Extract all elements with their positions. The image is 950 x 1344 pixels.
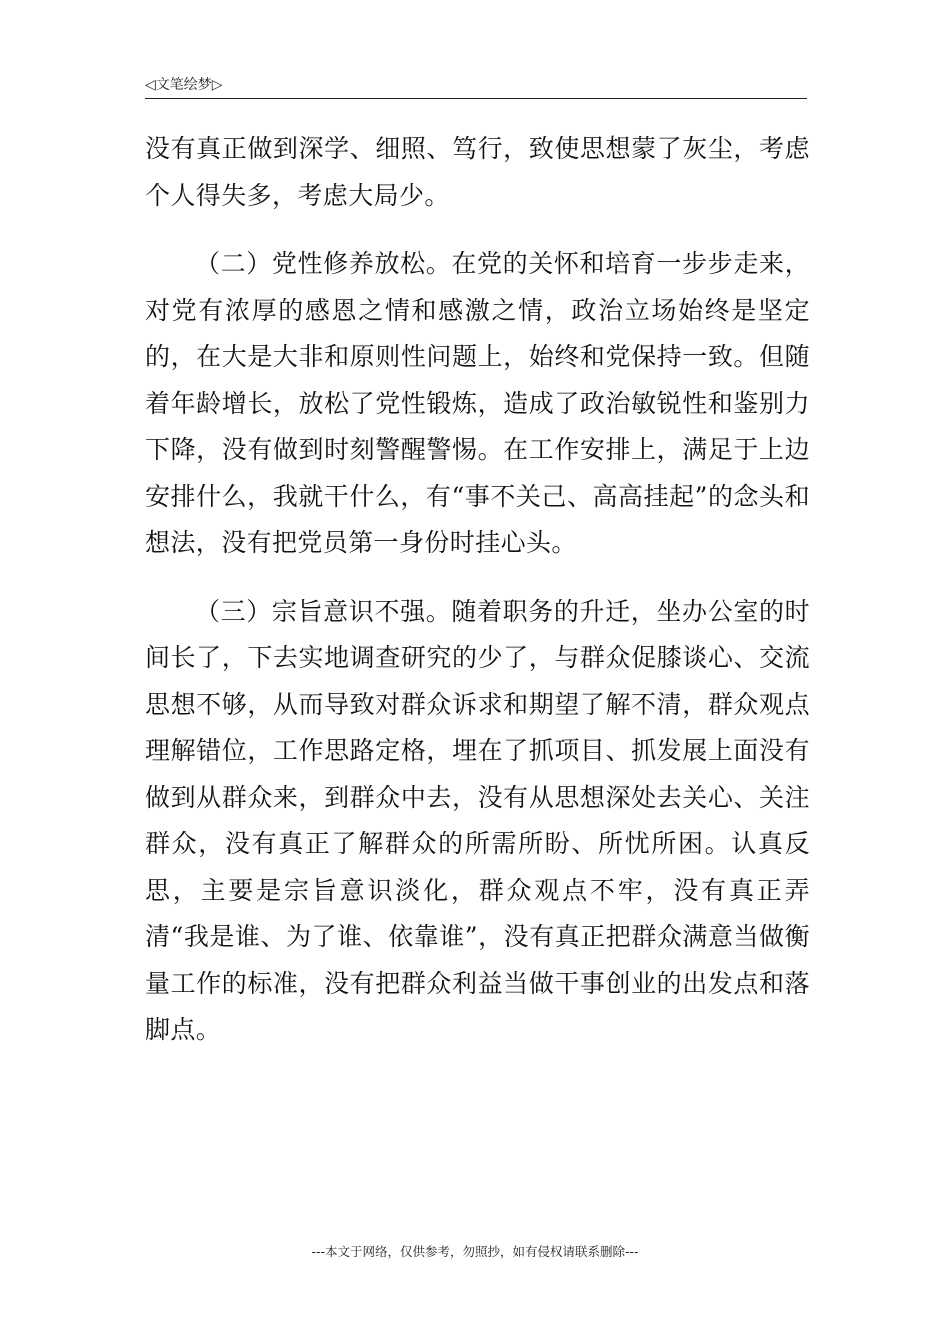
page-header [145,74,807,99]
header-title: ◁文笔绘梦▷ [145,77,223,93]
footer-notice: ---本文于网络，仅供参考，勿照抄，如有侵权请联系删除--- [311,1244,639,1259]
paragraph-purpose-awareness: （三）宗旨意识不强。随着职务的升迁，坐办公室的时间长了，下去实地调查研究的少了，与群众促膝谈心、交流思想不够，从而导致对群众诉求和期望了解不清，群众观点理解错位，工作思路定格，埋在了抓项目、抓发展上面没有做到从群众来，到群众中去，没有从思想深处去关心、关注群众，没有真正了解群众的所需所盼、所忧所困。认真反思，主要是宗旨意识淡化，群众观点不牢，没有真正弄清“我是谁、为了谁、依靠谁”，没有真正把群众满意当做衡量工作的标准，没有把群众利益当做干事创业的出发点和落脚点。 [145,596,810,1044]
document-body [145,126,810,1076]
paragraph-party-spirit: （二）党性修养放松。在党的关怀和培育一步步走来，对党有浓厚的感恩之情和感激之情，政治立场始终是坚定的，在大是大非和原则性问题上，始终和党保持一致。但随着年龄增长，放松了党性锻炼，造成了政治敏锐性和鉴别力下降，没有做到时刻警醒警惕。在工作安排上，满足于上边安排什么，我就干什么，有“事不关己、高高挂起”的念头和想法，没有把党员第一身份时挂心头。 [145,249,810,557]
paragraph-continuation: 没有真正做到深学、细照、笃行，致使思想蒙了灰尘，考虑个人得失多，考虑大局少。 [145,134,810,210]
